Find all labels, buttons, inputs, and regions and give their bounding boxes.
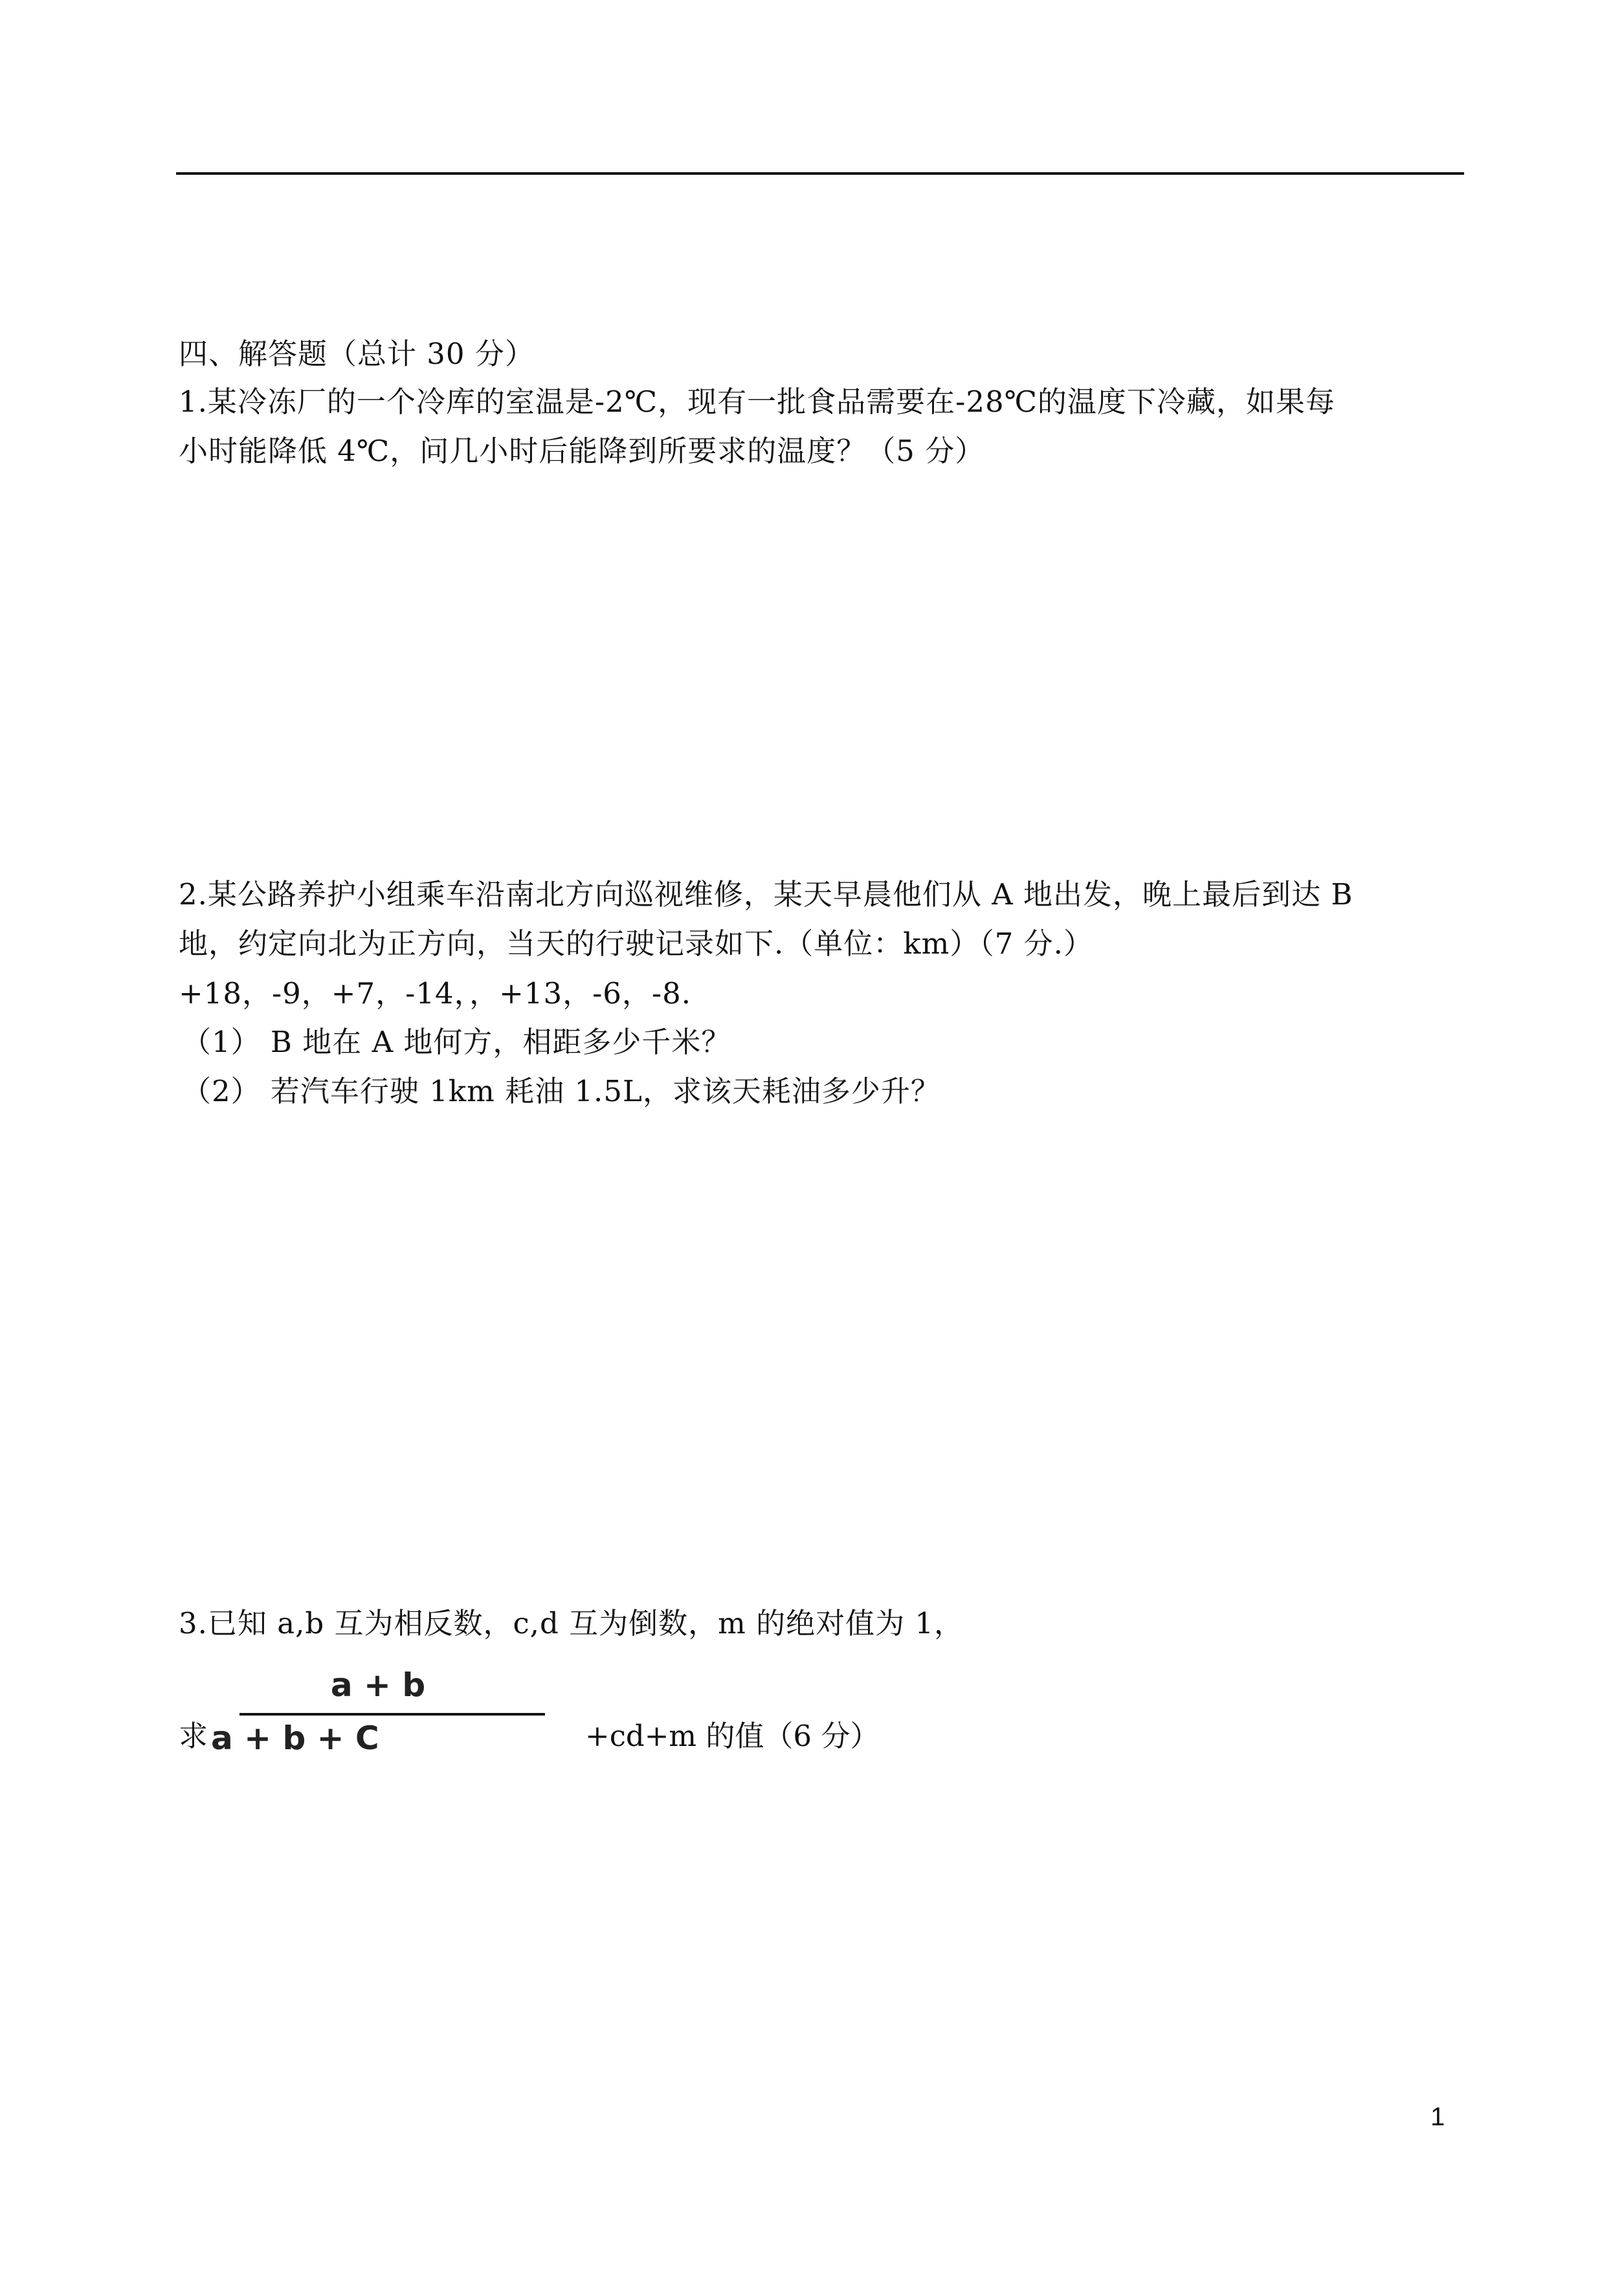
question-2-subquestion-2: （2） 若汽车行驶 1km 耗油 1.5L，求该天耗油多少升？ xyxy=(182,1074,940,1108)
question-3-line-1: 3.已知 a,b 互为相反数，c,d 互为倒数，m 的绝对值为 1， xyxy=(179,1606,964,1640)
question-2-line-2: 地，约定向北为正方向，当天的行驶记录如下.（单位：km）（7 分.） xyxy=(179,926,1093,961)
question-2-subquestion-1: （1） B 地在 A 地何方，相距多少千米？ xyxy=(182,1025,731,1059)
question-2-line-1: 2.某公路养护小组乘车沿南北方向巡视维修，某天早晨他们从 A 地出发，晚上最后到达 B xyxy=(179,877,1353,912)
header-rule xyxy=(176,172,1464,175)
fraction-denominator: a + b + C xyxy=(211,1719,379,1757)
page-number: 1 xyxy=(1430,2103,1445,2131)
formula-prefix: 求 xyxy=(179,1719,208,1753)
question-3-formula-row xyxy=(179,1664,1085,1767)
question-1-line-1: 1.某冷冻厂的一个冷库的室温是-2℃，现有一批食品需要在-28℃的温度下冷藏，如果每 xyxy=(179,385,1335,419)
question-2-records: +18，-9，+7，-14，，+13，-6，-8. xyxy=(179,976,692,1011)
question-1-line-2: 小时能降低 4℃，问几小时后能降到所要求的温度？（5 分） xyxy=(179,434,985,468)
fraction-numerator: a + b xyxy=(330,1666,426,1704)
formula-suffix: +cd+m 的值（6 分） xyxy=(585,1719,880,1753)
fraction-bar xyxy=(239,1713,545,1716)
section-heading: 四、解答题（总计 30 分） xyxy=(179,337,535,371)
